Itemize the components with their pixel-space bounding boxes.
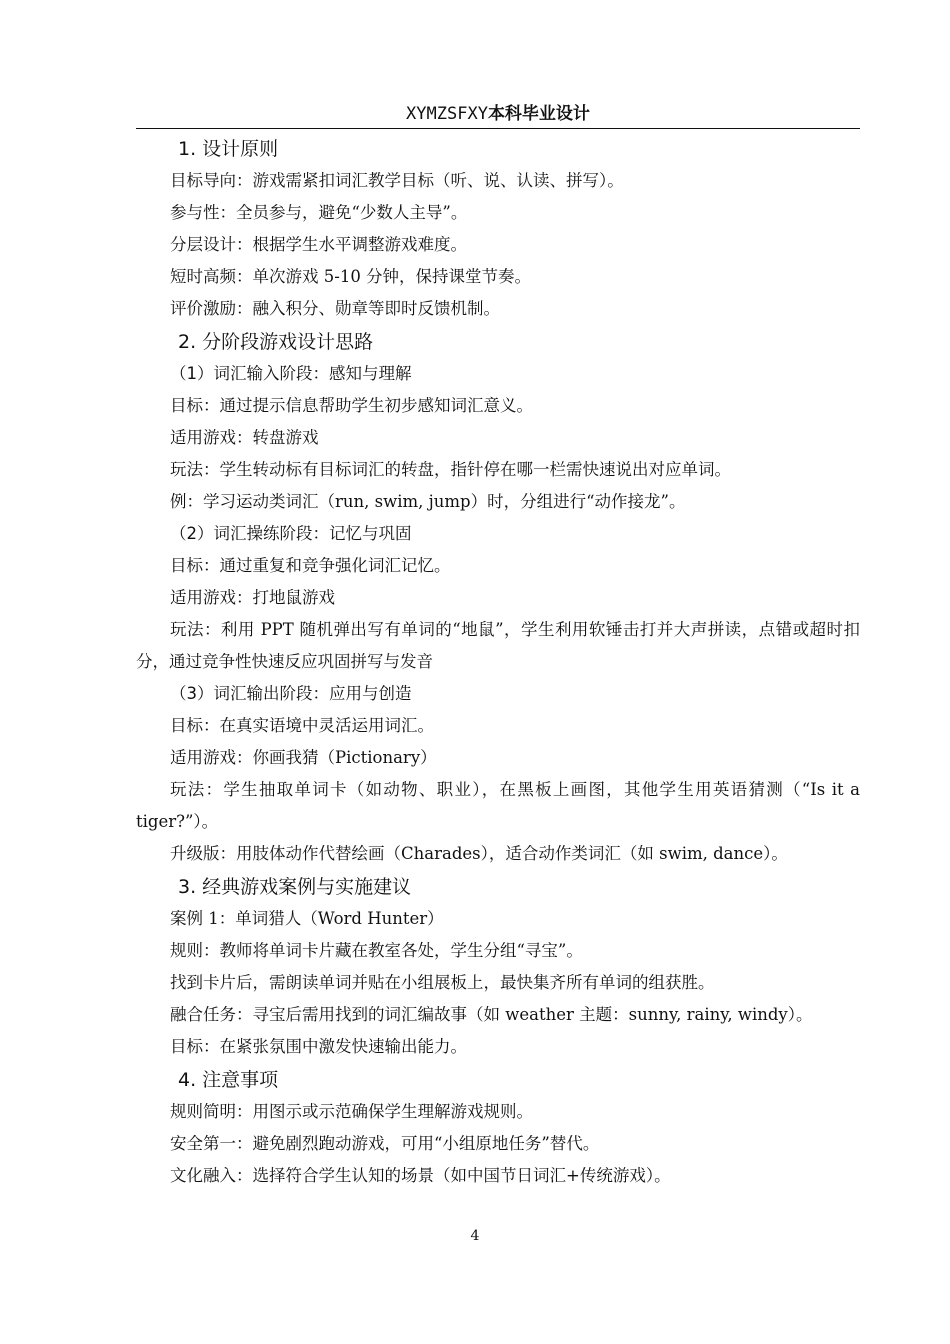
phase-2-heading: （2）词汇操练阶段：记忆与巩固 (170, 524, 412, 543)
notice-item: 规则简明：用图示或示范确保学生理解游戏规则。 (170, 1102, 533, 1121)
section-4-heading: 4. 注意事项 (178, 1069, 279, 1091)
phase-2-goal: 目标：通过重复和竞争强化词汇记忆。 (170, 556, 451, 575)
principle-item: 参与性：全员参与，避免“少数人主导”。 (170, 203, 468, 222)
header-title: 本科毕业设计 (487, 104, 590, 124)
phase-2-game: 适用游戏：打地鼠游戏 (170, 588, 335, 607)
case-rule: 规则：教师将单词卡片藏在教室各处，学生分组“寻宝”。 (170, 941, 583, 960)
phase-3-heading: （3）词汇输出阶段：应用与创造 (170, 684, 412, 703)
phase-2-play: 玩法：利用 PPT 随机弹出写有单词的“地鼠”，学生利用软锤击打并大声拼读，点错或超时扣分，通过竞争性快速反应巩固拼写与发音 (136, 620, 860, 671)
phase-3-upgrade: 升级版：用肢体动作代替绘画（Charades），适合动作类词汇（如 swim, dance）。 (170, 844, 788, 863)
phase-3-game: 适用游戏：你画我猜（Pictionary） (170, 748, 437, 767)
notice-item: 文化融入：选择符合学生认知的场景（如中国节日词汇+传统游戏）。 (170, 1166, 671, 1185)
section-1-heading: 1. 设计原则 (178, 138, 279, 160)
page-content (136, 132, 860, 1192)
principle-item: 目标导向：游戏需紧扣词汇教学目标（听、说、认读、拼写）。 (170, 171, 624, 190)
principle-item: 短时高频：单次游戏 5-10 分钟，保持课堂节奏。 (170, 267, 532, 286)
principle-item: 分层设计：根据学生水平调整游戏难度。 (170, 235, 467, 254)
case-find: 找到卡片后，需朗读单词并贴在小组展板上，最快集齐所有单词的组获胜。 (170, 973, 715, 992)
page-number: 4 (470, 1228, 480, 1244)
principle-item: 评价激励：融入积分、勋章等即时反馈机制。 (170, 299, 500, 318)
phase-3-play: 玩法：学生抽取单词卡（如动物、职业），在黑板上画图，其他学生用英语猜测（“Is it a tiger?”）。 (136, 780, 860, 831)
phase-1-example: 例：学习运动类词汇（run, swim, jump）时，分组进行“动作接龙”。 (170, 492, 686, 511)
phase-1-goal: 目标：通过提示信息帮助学生初步感知词汇意义。 (170, 396, 533, 415)
header-latin: XYMZSFXY (406, 104, 488, 124)
page-header (136, 102, 860, 126)
header-rule (136, 128, 860, 129)
section-2-heading: 2. 分阶段游戏设计思路 (178, 331, 374, 353)
notice-item: 安全第一：避免剧烈跑动游戏，可用“小组原地任务”替代。 (170, 1134, 600, 1153)
phase-1-game: 适用游戏：转盘游戏 (170, 428, 319, 447)
phase-1-heading: （1）词汇输入阶段：感知与理解 (170, 364, 412, 383)
section-3-heading: 3. 经典游戏案例与实施建议 (178, 876, 412, 898)
case-goal: 目标：在紧张氛围中激发快速输出能力。 (170, 1037, 467, 1056)
phase-3-goal: 目标：在真实语境中灵活运用词汇。 (170, 716, 434, 735)
phase-1-play: 玩法：学生转动标有目标词汇的转盘，指针停在哪一栏需快速说出对应单词。 (170, 460, 731, 479)
case-task: 融合任务：寻宝后需用找到的词汇编故事（如 weather 主题：sunny, rainy, windy）。 (170, 1005, 813, 1024)
case-title: 案例 1：单词猎人（Word Hunter） (170, 909, 444, 928)
